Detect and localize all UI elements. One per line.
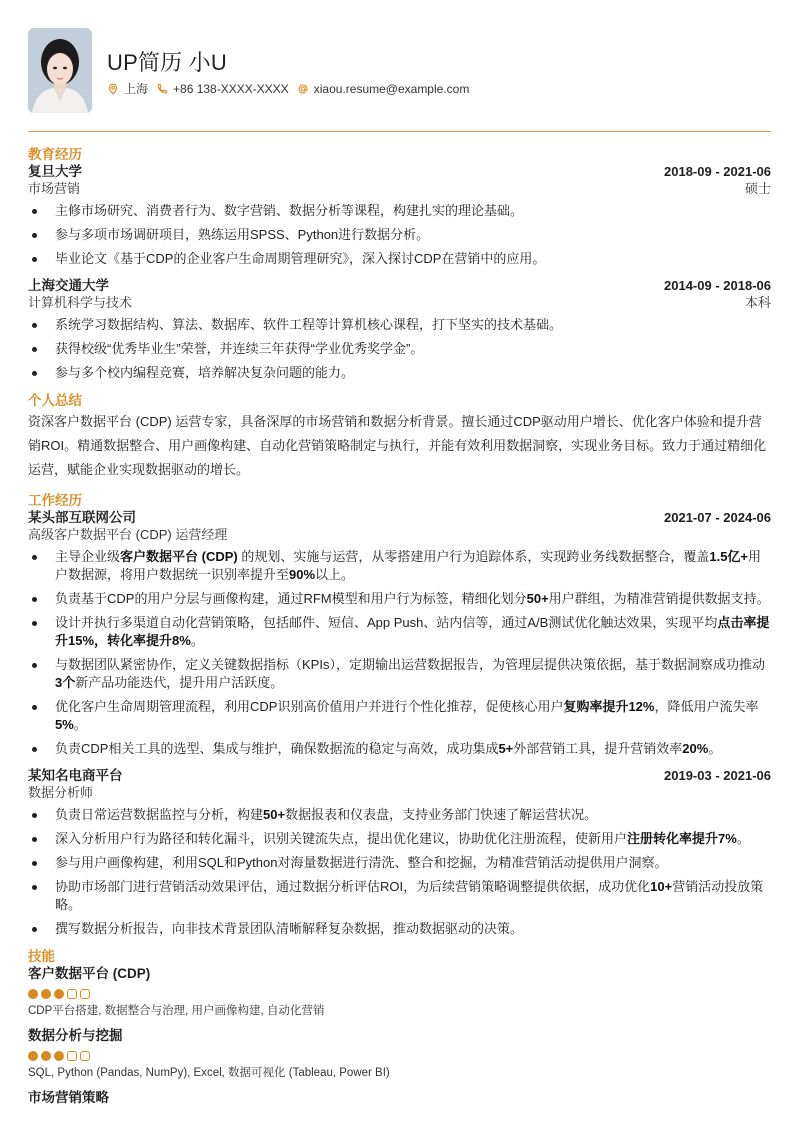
highlight-text: 90% xyxy=(289,567,316,582)
highlight-text: 50+ xyxy=(526,591,549,606)
work-date: 2021-07 - 2024-06 xyxy=(664,510,771,525)
highlight-text: 1.5亿+ xyxy=(709,549,749,564)
education-entry xyxy=(28,163,771,268)
degree: 本科 xyxy=(744,295,771,310)
skills-section xyxy=(28,948,771,1107)
location-text: 上海 xyxy=(124,82,149,96)
bullet-text: 深入分析用户行为路径和转化漏斗，识别关键流失点，提出优化建议，协助优化注册流程，使新用户 xyxy=(55,831,628,846)
highlight-text: 点击率提升15%，转化率提升8% xyxy=(55,615,770,648)
major: 计算机科学与技术 xyxy=(28,295,133,310)
list-item xyxy=(28,740,771,758)
contact-info xyxy=(107,80,477,97)
school-name: 复旦大学 xyxy=(28,164,82,179)
bullet-text: 数据报表和仪表盘，支持业务部门快速了解运营状况。 xyxy=(285,807,598,822)
rating-dot-empty-icon xyxy=(80,1051,90,1061)
company-name: 某头部互联网公司 xyxy=(28,510,136,525)
highlight-text: 复购率提升12% xyxy=(563,699,655,714)
highlight-text: 10+ xyxy=(650,879,673,894)
skill-item xyxy=(28,965,771,1019)
bullet-text: 。 xyxy=(190,633,204,648)
work-entry xyxy=(28,509,771,758)
list-item xyxy=(28,548,771,584)
resume-header xyxy=(28,0,771,132)
skill-level-rating xyxy=(28,989,771,999)
work-bullets xyxy=(28,806,771,938)
education-bullets xyxy=(28,316,771,382)
rating-dot-empty-icon xyxy=(80,989,90,999)
highlight-text: 客户数据平台 (CDP) xyxy=(120,549,238,564)
list-item xyxy=(28,920,771,938)
rating-dot-filled-icon xyxy=(28,1051,38,1061)
highlight-text: 50+ xyxy=(263,807,286,822)
list-item: 主修市场研究、消费者行为、数字营销、数据分析等课程，构建扎实的理论基础。 xyxy=(28,202,771,220)
bullet-text: 负责CDP相关工具的选型、集成与维护，确保数据流的稳定与高效，成功集成 xyxy=(55,741,499,756)
at-sign-icon xyxy=(297,83,309,95)
bullet-text: 外部营销工具，提升营销效率 xyxy=(513,741,683,756)
education-entry xyxy=(28,277,771,382)
bullet-text: 主导企业级 xyxy=(55,549,121,564)
section-title-summary: 个人总结 xyxy=(28,393,82,408)
rating-dot-filled-icon xyxy=(54,1051,64,1061)
work-section xyxy=(28,492,771,938)
list-item xyxy=(28,806,771,824)
section-title-skills: 技能 xyxy=(28,949,55,964)
skill-item xyxy=(28,1089,771,1107)
school-name: 上海交通大学 xyxy=(28,278,109,293)
major: 市场营销 xyxy=(28,181,81,196)
skill-name: 数据分析与挖掘 xyxy=(28,1028,123,1043)
bullet-text: 营销活动投放策略。 xyxy=(55,879,764,912)
work-bullets xyxy=(28,548,771,758)
avatar xyxy=(28,28,92,113)
skill-description: SQL, Python (Pandas, NumPy), Excel, 数据可视化 (Tableau, Power BI) xyxy=(28,1067,390,1079)
highlight-text: 注册转化率提升7% xyxy=(627,831,737,846)
list-item: 获得校级“优秀毕业生”荣誉，并连续三年获得“学业优秀奖学金”。 xyxy=(28,340,771,358)
education-date: 2018-09 - 2021-06 xyxy=(664,164,771,179)
rating-dot-filled-icon xyxy=(41,989,51,999)
map-pin-icon xyxy=(107,83,119,95)
bullet-text: 。 xyxy=(736,831,750,846)
list-item: 毕业论文《基于CDP的企业客户生命周期管理研究》，深入探讨CDP在营销中的应用。 xyxy=(28,250,771,268)
skill-item xyxy=(28,1027,771,1081)
skill-level-rating xyxy=(28,1051,771,1061)
bullet-text: 以上。 xyxy=(315,567,355,582)
highlight-text: 5% xyxy=(55,717,74,732)
bullet-text: 用户数据源，将用户数据统一识别率提升至 xyxy=(55,549,762,582)
education-date: 2014-09 - 2018-06 xyxy=(664,278,771,293)
rating-dot-empty-icon xyxy=(67,989,77,999)
bullet-text: 与数据团队紧密协作，定义关键数据指标（KPIs），定期输出运营数据报告，为管理层提供决策依据，基于数据洞察成功推动 xyxy=(55,657,765,672)
list-item xyxy=(28,854,771,872)
email-text: xiaou.resume@example.com xyxy=(313,81,470,96)
job-title: 高级客户数据平台 (CDP) 运营经理 xyxy=(28,527,228,542)
bullet-text: 负责基于CDP的用户分层与画像构建，通过RFM模型和用户行为标签，精细化划分 xyxy=(55,591,527,606)
resume-page xyxy=(28,0,771,1107)
skill-description: CDP平台搭建, 数据整合与治理, 用户画像构建, 自动化营销 xyxy=(28,1005,325,1017)
bullet-text: 新产品功能迭代，提升用户活跃度。 xyxy=(75,675,284,690)
list-item: 参与多个校内编程竞赛，培养解决复杂问题的能力。 xyxy=(28,364,771,382)
bullet-text: 参与用户画像构建，利用SQL和Python对海量数据进行清洗、整合和挖掘，为精准营销活动提供用户洞察。 xyxy=(55,855,668,870)
bullet-text: 负责日常运营数据监控与分析，构建 xyxy=(55,807,264,822)
list-item: 系统学习数据结构、算法、数据库、软件工程等计算机核心课程，打下坚实的技术基础。 xyxy=(28,316,771,334)
highlight-text: 3个 xyxy=(55,675,76,690)
section-title-work: 工作经历 xyxy=(28,493,82,508)
list-item: 参与多项市场调研项目，熟练运用SPSS、Python进行数据分析。 xyxy=(28,226,771,244)
rating-dot-filled-icon xyxy=(28,989,38,999)
company-name: 某知名电商平台 xyxy=(28,768,123,783)
highlight-text: 20% xyxy=(682,741,709,756)
contact-location xyxy=(107,80,148,97)
work-date: 2019-03 - 2021-06 xyxy=(664,768,771,783)
phone-text: +86 138-XXXX-XXXX xyxy=(173,81,289,96)
bullet-text: 撰写数据分析报告，向非技术背景团队清晰解释复杂数据，推动数据驱动的决策。 xyxy=(55,921,524,936)
list-item xyxy=(28,698,771,734)
skill-name: 客户数据平台 (CDP) xyxy=(28,966,151,981)
list-item xyxy=(28,878,771,914)
list-item xyxy=(28,590,771,608)
candidate-name: UP简历 小U xyxy=(107,50,227,75)
highlight-text: 5+ xyxy=(498,741,514,756)
contact-email xyxy=(297,82,470,96)
skill-name: 市场营销策略 xyxy=(28,1090,109,1105)
bullet-text: 协助市场部门进行营销活动效果评估，通过数据分析评估ROI，为后续营销策略调整提供依据，成功优化 xyxy=(55,879,651,894)
section-title-education: 教育经历 xyxy=(28,147,82,162)
rating-dot-filled-icon xyxy=(41,1051,51,1061)
bullet-text: 设计并执行多渠道自动化营销策略，包括邮件、短信、App Push、站内信等，通过A/B测试优化触达效果，实现平均 xyxy=(55,615,718,630)
summary-section xyxy=(28,392,771,482)
education-bullets xyxy=(28,202,771,268)
work-entry xyxy=(28,767,771,938)
list-item xyxy=(28,656,771,692)
bullet-text: 优化客户生命周期管理流程，利用CDP识别高价值用户并进行个性化推荐，促使核心用户 xyxy=(55,699,564,714)
list-item xyxy=(28,830,771,848)
degree: 硕士 xyxy=(744,181,771,196)
summary-text: 资深客户数据平台 (CDP) 运营专家，具备深厚的市场营销和数据分析背景。擅长通过CDP驱动用户增长、优化客户体验和提升营销ROI。精通数据整合、用户画像构建、自动化营销策略制定与执行，并能有效利用数据洞察，实现业务目标。致力于通过精细化运营，赋能企业实现数据驱动的增长。 xyxy=(28,414,767,477)
phone-icon xyxy=(156,83,168,95)
profile-photo-icon xyxy=(28,28,92,113)
bullet-text: 的规划、实施与运营，从零搭建用户行为追踪体系，实现跨业务线数据整合，覆盖 xyxy=(237,549,710,564)
job-title: 数据分析师 xyxy=(28,785,94,800)
bullet-text: ，降低用户流失率 xyxy=(654,699,759,714)
bullet-text: 。 xyxy=(708,741,722,756)
contact-phone xyxy=(156,82,289,96)
rating-dot-empty-icon xyxy=(67,1051,77,1061)
rating-dot-filled-icon xyxy=(54,989,64,999)
bullet-text: 用户群组，为精准营销提供数据支持。 xyxy=(548,591,770,606)
bullet-text: 。 xyxy=(73,717,87,732)
list-item xyxy=(28,614,771,650)
education-section xyxy=(28,146,771,382)
